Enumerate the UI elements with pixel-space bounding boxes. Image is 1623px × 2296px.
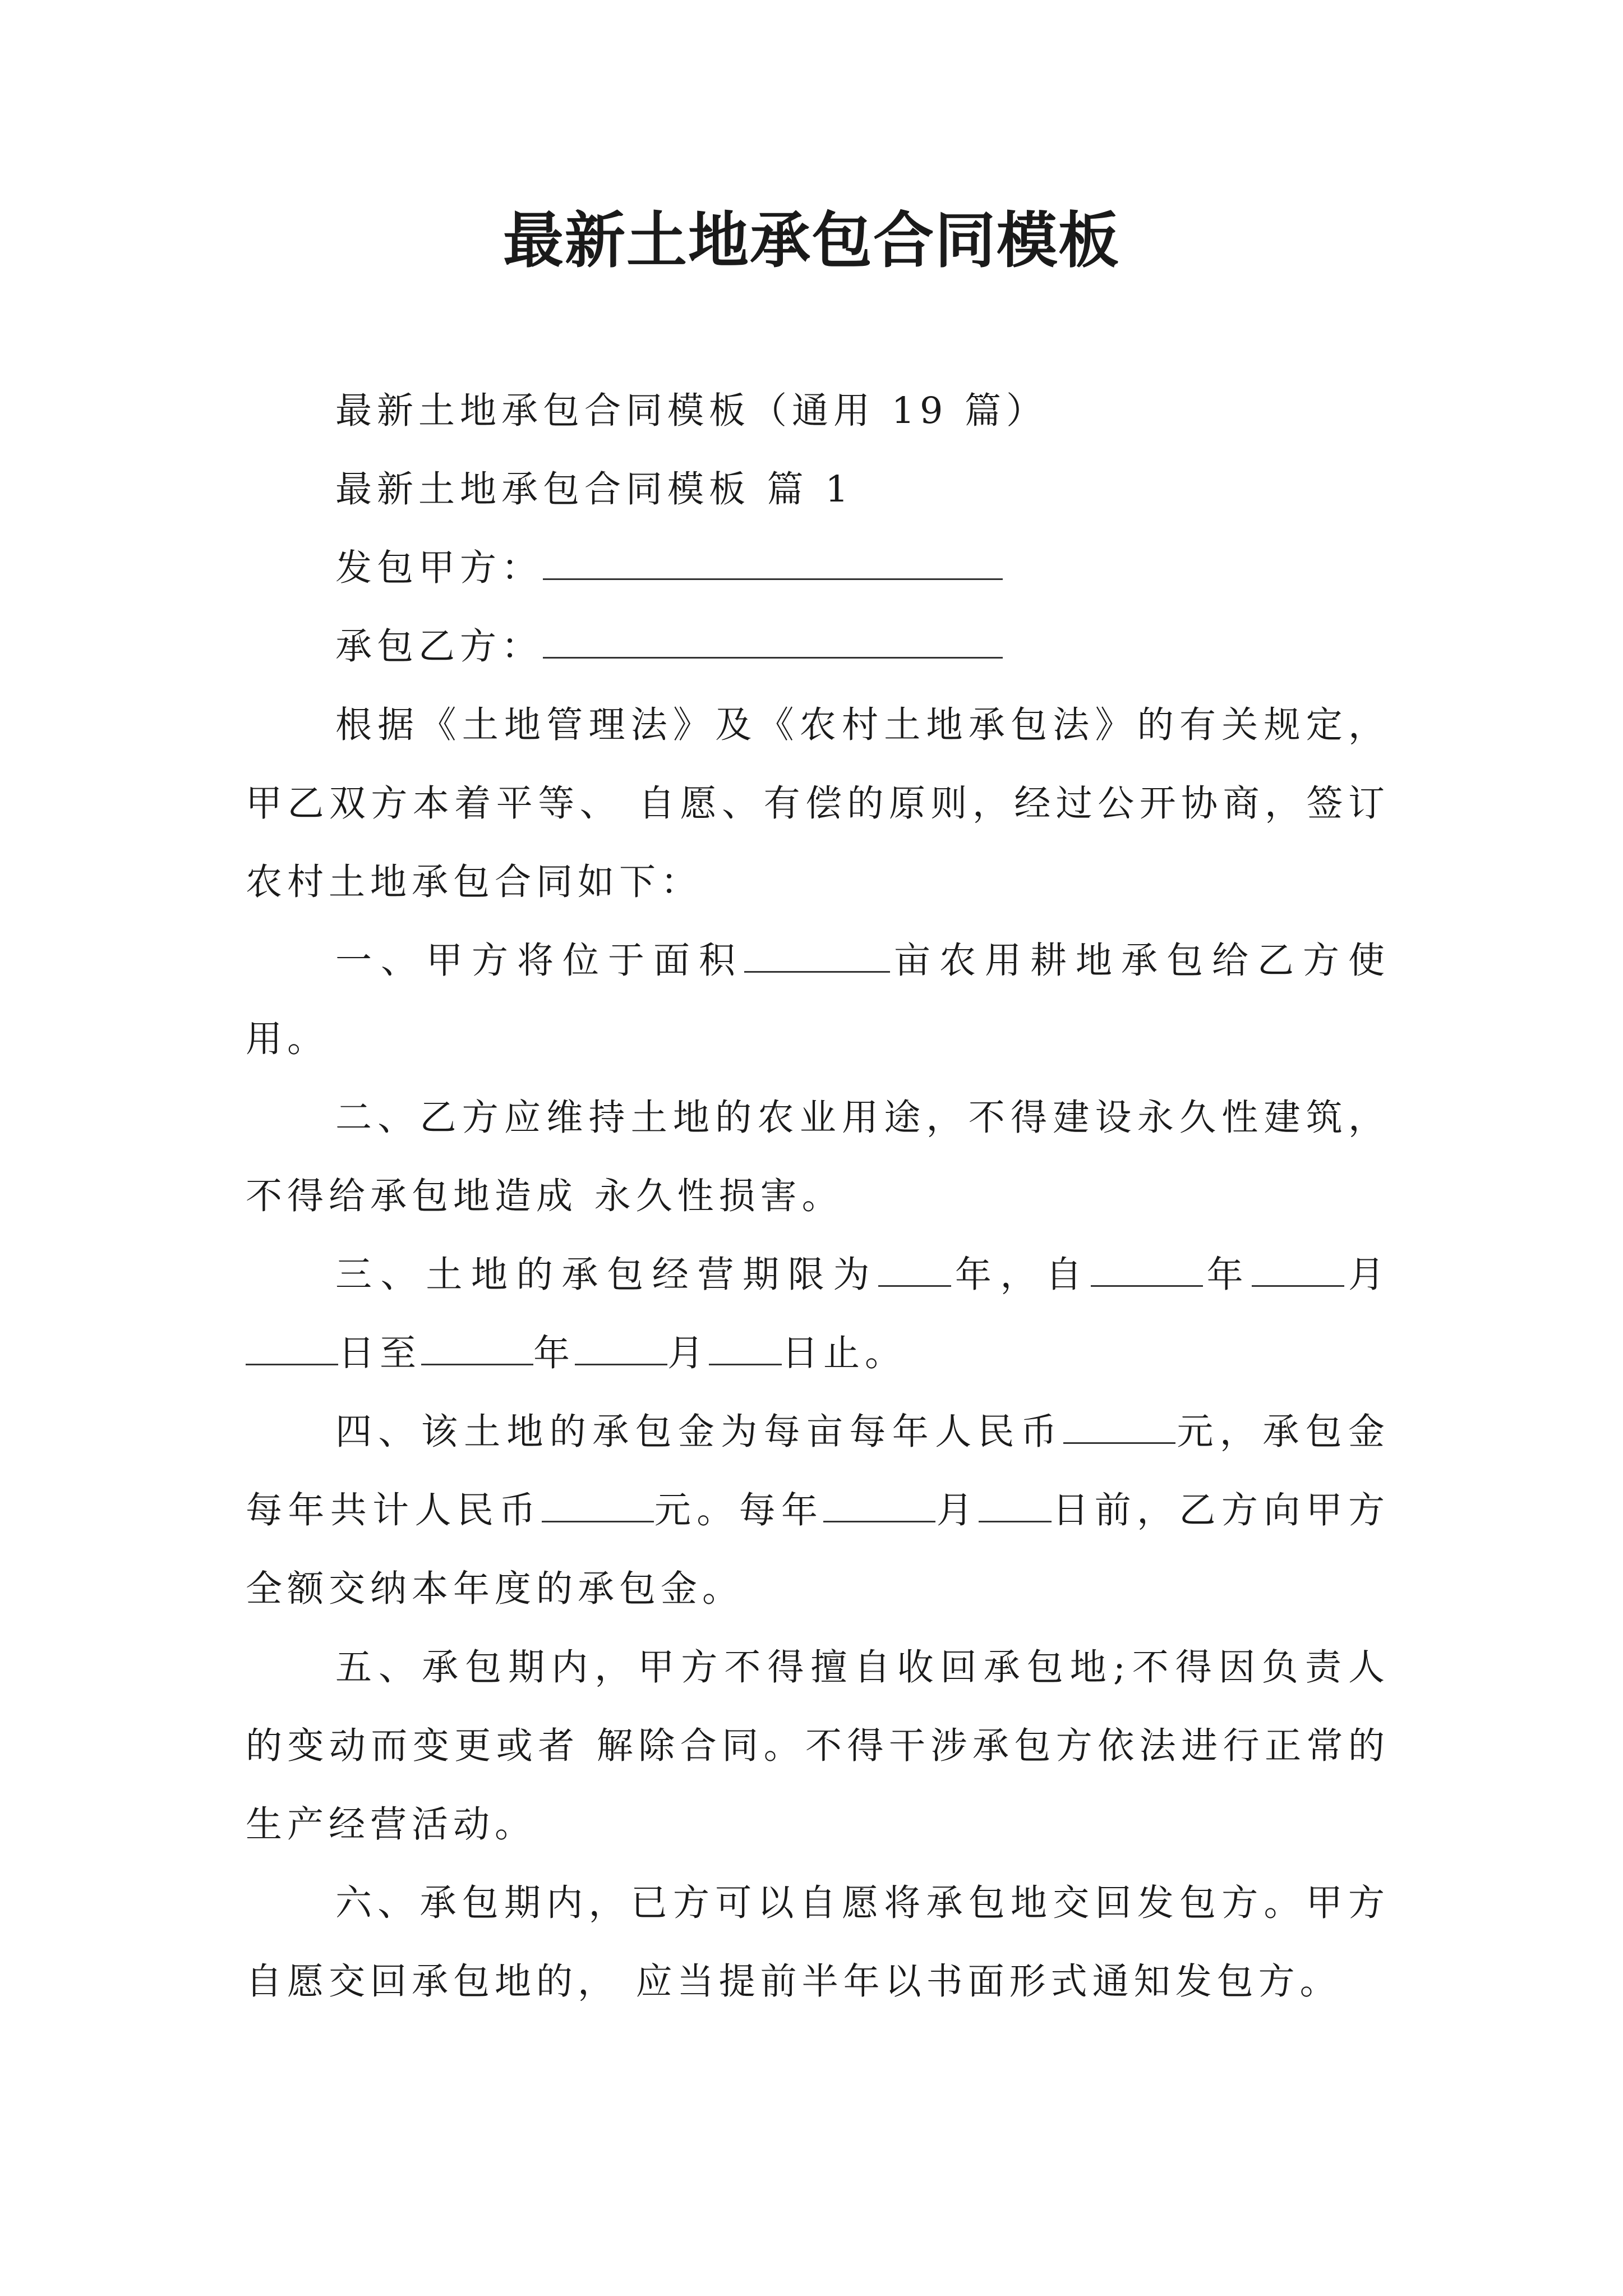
party-a-line [246,529,1390,608]
clause-4-text-c: 元。每年 [653,1489,824,1531]
start-year-blank [1091,1250,1203,1287]
clause-4-text-a: 四、该土地的承包金为每亩每年人民币 [335,1411,1064,1453]
clause-4 [246,1393,1390,1628]
clause-3-text-c: 年 [1202,1254,1252,1296]
clause-3-text-d: 月 [1344,1254,1390,1296]
clause-4-text-e: 日前，乙方向甲方全额交纳本年度的承包金。 [246,1489,1390,1610]
clause-3-text-f: 年 [533,1332,575,1374]
document-title: 最新土地承包合同模板 [502,206,1120,276]
clause-1-text-a: 一、甲方将位于面积 [335,940,744,982]
clause-2: 二、乙方应维持土地的农业用途，不得建设永久性建筑，不得给承包地造成 永久性损害。 [246,1097,1390,1217]
party-a-blank [543,544,1003,580]
end-month-blank [575,1329,667,1365]
section-heading: 最新土地承包合同模板 篇 1 [335,468,854,510]
party-a-label: 发包甲方： [335,547,543,589]
clause-1 [246,922,1390,1079]
clause-3-text-h: 日止。 [782,1332,907,1374]
clause-4-text-b: 元，承包金每年共计人民币 [246,1411,1390,1531]
clause-3-text-a: 三、土地的承包经营期限为 [335,1254,879,1296]
rent-per-mu-blank [1063,1407,1175,1444]
clause-6: 六、承包期内，已方可以自愿将承包地交回发包方。甲方自愿交回承包地的， 应当提前半年以书面形式通知发包方。 [246,1882,1390,2003]
document-subtitle: 最新土地承包合同模板（通用 19 篇） [335,390,1048,432]
document-body [246,372,1390,2021]
party-b-line [246,608,1390,686]
pay-day-blank [979,1486,1052,1522]
party-b-blank [543,622,1003,659]
term-years-blank [878,1250,951,1287]
clause-1-text-b: 亩农用耕地承包给乙方使用。 [246,940,1390,1060]
end-year-blank [421,1329,533,1365]
clause-5: 五、承包期内，甲方不得擅自收回承包地;不得因负责人的变动而变更或者 解除合同。不得干涉承包方依法进行正常的生产经营活动。 [246,1646,1390,1846]
end-day-blank [709,1329,782,1365]
clause-4-text-d: 月 [935,1489,979,1531]
clause-3-text-g: 月 [667,1332,709,1374]
intro-paragraph: 根据《土地管理法》及《农村土地承包法》的有关规定，甲乙双方本着平等、 自愿、有偿的原则，经过公开协商，签订农村土地承包合同如下： [246,704,1390,903]
pay-month-blank [823,1486,935,1522]
clause-3 [246,1236,1390,1393]
clause-3-text-e: 日至 [338,1332,422,1374]
party-b-label: 承包乙方： [335,625,543,668]
start-day-blank [246,1329,338,1365]
clause-3-text-b: 年，自 [951,1254,1091,1296]
start-month-blank [1252,1250,1344,1287]
area-blank [744,936,890,973]
rent-total-blank [542,1486,654,1522]
